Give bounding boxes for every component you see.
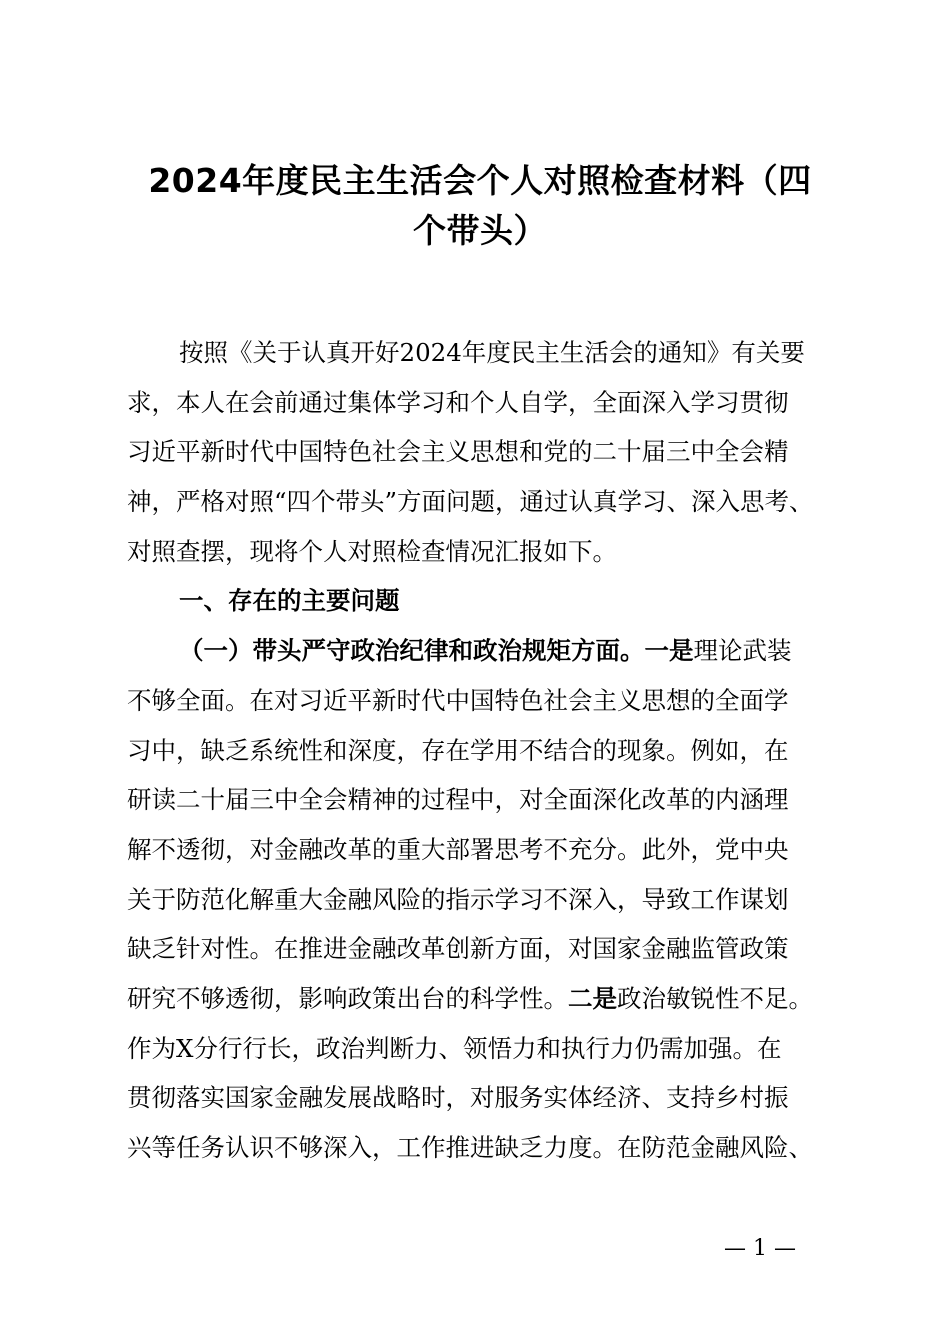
subsection-first-line	[127, 626, 833, 676]
section-heading: 一、存在的主要问题	[179, 586, 400, 616]
body-line: 缺乏针对性。在推进金融改革创新方面，对国家金融监管政策	[127, 934, 789, 964]
subsection-heading: （一）带头严守政治纪律和政治规矩方面。	[179, 636, 645, 666]
intro-line: 习近平新时代中国特色社会主义思想和党的二十届三中全会精	[127, 437, 789, 467]
body-line: 作为X分行行长，政治判断力、领悟力和执行力仍需加强。在	[127, 1033, 782, 1063]
line-text-after: 政治敏锐性不足。	[617, 983, 813, 1013]
document-body	[127, 328, 833, 1173]
title-line-2: 个带头）	[413, 211, 547, 250]
body-line: 不够全面。在对习近平新时代中国特色社会主义思想的全面学	[127, 685, 789, 715]
line-text-before: 研究不够透彻，影响政策出台的科学性。	[127, 983, 568, 1013]
body-line: 研读二十届三中全会精神的过程中，对全面深化改革的内涵理	[127, 785, 789, 815]
page-number: — 1 —	[724, 1236, 796, 1261]
point-one-label: 一是	[644, 636, 694, 666]
body-line-with-point-two	[127, 974, 833, 1024]
intro-line: 求，本人在会前通过集体学习和个人自学，全面深入学习贯彻	[127, 387, 789, 417]
point-one-text-start: 理论武装	[693, 636, 792, 666]
body-line: 贯彻落实国家金融发展战略时，对服务实体经济、支持乡村振	[127, 1083, 789, 1113]
intro-line: 对照查摆，现将个人对照检查情况汇报如下。	[127, 536, 617, 566]
title-line-1: 2024年度民主生活会个人对照检查材料（四	[148, 161, 812, 200]
body-line: 习中，缺乏系统性和深度，存在学用不结合的现象。例如，在	[127, 735, 789, 765]
body-line: 兴等任务认识不够深入，工作推进缺乏力度。在防范金融风险、	[127, 1133, 813, 1162]
body-line: 关于防范化解重大金融风险的指示学习不深入，导致工作谋划	[127, 884, 789, 914]
intro-line: 神，严格对照“四个带头”方面问题，通过认真学习、深入思考、	[127, 487, 814, 517]
intro-line: 按照《关于认真开好2024年度民主生活会的通知》有关要	[179, 338, 805, 367]
point-two-label: 二是	[568, 983, 617, 1013]
body-line: 解不透彻，对金融改革的重大部署思考不充分。此外，党中央	[127, 834, 789, 864]
document-title	[127, 156, 833, 256]
